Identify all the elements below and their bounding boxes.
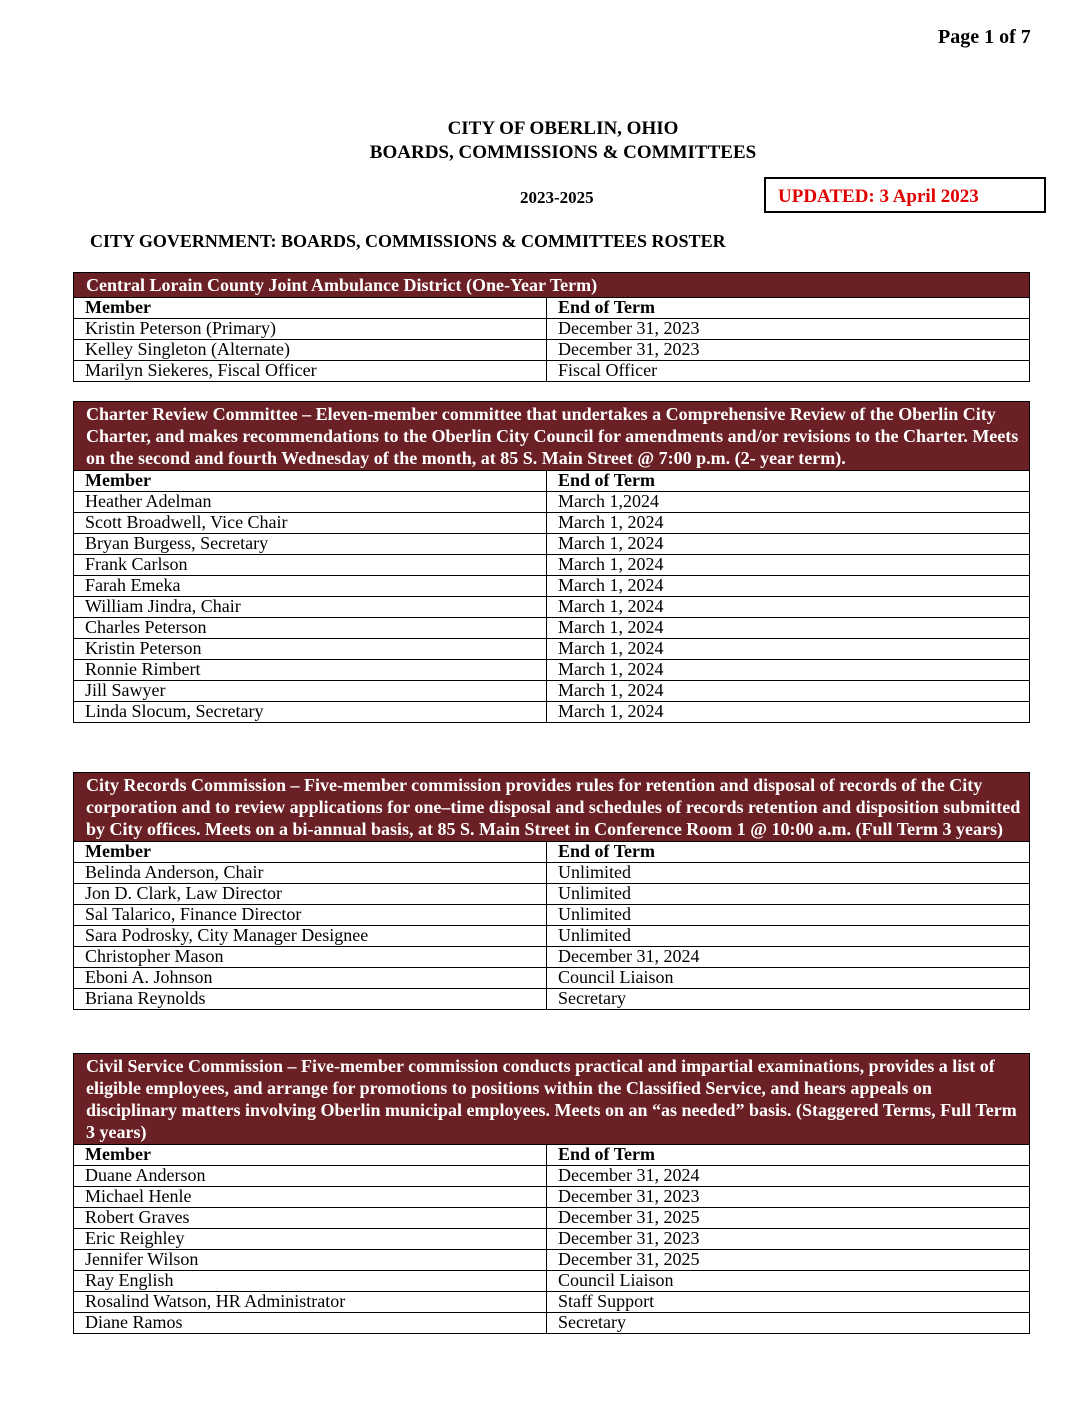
table-row — [74, 492, 1030, 513]
term-years: 2023-2025 — [520, 188, 594, 207]
member-name-cell: Farah Emeka — [74, 576, 547, 597]
member-name-cell: Kelley Singleton (Alternate) — [74, 340, 547, 361]
member-name-cell: Charles Peterson — [74, 618, 547, 639]
table-row — [74, 576, 1030, 597]
end-of-term-cell: December 31, 2025 — [547, 1208, 1030, 1229]
updated-notice: UPDATED: 3 April 2023 — [778, 186, 979, 207]
end-of-term-cell: Secretary — [547, 1313, 1030, 1334]
table-row — [74, 926, 1030, 947]
end-of-term-column-header: End of Term — [547, 298, 1030, 319]
end-of-term-cell: March 1, 2024 — [547, 513, 1030, 534]
table-heading: Central Lorain County Joint Ambulance District (One-Year Term) — [74, 273, 1030, 298]
end-of-term-cell: Staff Support — [547, 1292, 1030, 1313]
end-of-term-cell: December 31, 2024 — [547, 1166, 1030, 1187]
table-row — [74, 989, 1030, 1010]
end-of-term-cell: March 1, 2024 — [547, 702, 1030, 723]
table-row — [74, 905, 1030, 926]
table-row — [74, 968, 1030, 989]
roster-heading: CITY GOVERNMENT: BOARDS, COMMISSIONS & COMMITTEES ROSTER — [90, 231, 726, 251]
table-row — [74, 1292, 1030, 1313]
member-name-cell: Heather Adelman — [74, 492, 547, 513]
civil-service-commission-table — [73, 1053, 1030, 1334]
ambulance-district-table — [73, 272, 1030, 382]
end-of-term-column-header: End of Term — [547, 1145, 1030, 1166]
end-of-term-cell: March 1, 2024 — [547, 639, 1030, 660]
table-row — [74, 1250, 1030, 1271]
end-of-term-column-header: End of Term — [547, 471, 1030, 492]
member-column-header: Member — [74, 1145, 547, 1166]
end-of-term-cell: December 31, 2023 — [547, 319, 1030, 340]
end-of-term-cell: March 1, 2024 — [547, 555, 1030, 576]
document-subtitle: BOARDS, COMMISSIONS & COMMITTEES — [369, 142, 757, 163]
table-heading-row — [74, 1054, 1030, 1145]
updated-notice-box — [764, 177, 1046, 213]
column-header-row — [74, 298, 1030, 319]
table-row — [74, 340, 1030, 361]
member-name-cell: Scott Broadwell, Vice Chair — [74, 513, 547, 534]
end-of-term-cell: December 31, 2025 — [547, 1250, 1030, 1271]
member-name-cell: Robert Graves — [74, 1208, 547, 1229]
table-row — [74, 618, 1030, 639]
table-row — [74, 361, 1030, 382]
column-header-row — [74, 1145, 1030, 1166]
end-of-term-cell: Council Liaison — [547, 968, 1030, 989]
member-name-cell: Eboni A. Johnson — [74, 968, 547, 989]
member-name-cell: Frank Carlson — [74, 555, 547, 576]
member-name-cell: Michael Henle — [74, 1187, 547, 1208]
end-of-term-cell: Unlimited — [547, 863, 1030, 884]
column-header-row — [74, 471, 1030, 492]
table-row — [74, 681, 1030, 702]
member-name-cell: Jennifer Wilson — [74, 1250, 547, 1271]
table-heading: Charter Review Committee – Eleven-member committee that undertakes a Comprehensive Review of the Oberlin City Charter, and makes recommendations to the Oberlin City Council for amendments and/or revisions to the Charter. Meets on the second and fourth Wednesday of the month, at 85 S. Main Street @ 7:00 p.m. (2- year term). — [74, 402, 1030, 471]
member-column-header: Member — [74, 298, 547, 319]
member-name-cell: William Jindra, Chair — [74, 597, 547, 618]
table-row — [74, 1166, 1030, 1187]
member-name-cell: Ronnie Rimbert — [74, 660, 547, 681]
member-name-cell: Bryan Burgess, Secretary — [74, 534, 547, 555]
member-name-cell: Jill Sawyer — [74, 681, 547, 702]
table-row — [74, 947, 1030, 968]
member-name-cell: Duane Anderson — [74, 1166, 547, 1187]
member-name-cell: Sal Talarico, Finance Director — [74, 905, 547, 926]
table-row — [74, 863, 1030, 884]
end-of-term-cell: Unlimited — [547, 905, 1030, 926]
table-row — [74, 597, 1030, 618]
member-name-cell: Rosalind Watson, HR Administrator — [74, 1292, 547, 1313]
table-row — [74, 1313, 1030, 1334]
table-row — [74, 1229, 1030, 1250]
end-of-term-cell: March 1, 2024 — [547, 660, 1030, 681]
member-name-cell: Eric Reighley — [74, 1229, 547, 1250]
page-number: Page 1 of 7 — [938, 26, 1031, 48]
member-name-cell: Linda Slocum, Secretary — [74, 702, 547, 723]
member-column-header: Member — [74, 842, 547, 863]
end-of-term-cell: December 31, 2023 — [547, 1187, 1030, 1208]
member-name-cell: Marilyn Siekeres, Fiscal Officer — [74, 361, 547, 382]
table-heading-row — [74, 273, 1030, 298]
member-name-cell: Ray English — [74, 1271, 547, 1292]
member-name-cell: Diane Ramos — [74, 1313, 547, 1334]
end-of-term-cell: March 1, 2024 — [547, 534, 1030, 555]
end-of-term-cell: March 1, 2024 — [547, 576, 1030, 597]
table-row — [74, 884, 1030, 905]
table-row — [74, 555, 1030, 576]
end-of-term-cell: Unlimited — [547, 926, 1030, 947]
end-of-term-cell: Secretary — [547, 989, 1030, 1010]
document-title: CITY OF OBERLIN, OHIO — [447, 118, 679, 139]
end-of-term-cell: December 31, 2023 — [547, 340, 1030, 361]
end-of-term-cell: Unlimited — [547, 884, 1030, 905]
member-name-cell: Christopher Mason — [74, 947, 547, 968]
table-row — [74, 319, 1030, 340]
member-name-cell: Jon D. Clark, Law Director — [74, 884, 547, 905]
table-row — [74, 513, 1030, 534]
charter-review-committee-table — [73, 401, 1030, 723]
end-of-term-cell: March 1, 2024 — [547, 618, 1030, 639]
member-name-cell: Briana Reynolds — [74, 989, 547, 1010]
table-row — [74, 1208, 1030, 1229]
member-name-cell: Kristin Peterson — [74, 639, 547, 660]
end-of-term-cell: March 1,2024 — [547, 492, 1030, 513]
table-heading-row — [74, 773, 1030, 842]
end-of-term-cell: March 1, 2024 — [547, 681, 1030, 702]
table-row — [74, 660, 1030, 681]
table-row — [74, 534, 1030, 555]
table-row — [74, 639, 1030, 660]
end-of-term-cell: March 1, 2024 — [547, 597, 1030, 618]
table-row — [74, 1187, 1030, 1208]
end-of-term-cell: Council Liaison — [547, 1271, 1030, 1292]
end-of-term-cell: December 31, 2023 — [547, 1229, 1030, 1250]
end-of-term-cell: Fiscal Officer — [547, 361, 1030, 382]
member-column-header: Member — [74, 471, 547, 492]
table-row — [74, 1271, 1030, 1292]
end-of-term-column-header: End of Term — [547, 842, 1030, 863]
member-name-cell: Sara Podrosky, City Manager Designee — [74, 926, 547, 947]
table-heading-row — [74, 402, 1030, 471]
city-records-commission-table — [73, 772, 1030, 1010]
member-name-cell: Kristin Peterson (Primary) — [74, 319, 547, 340]
table-row — [74, 702, 1030, 723]
table-heading: Civil Service Commission – Five-member commission conducts practical and impartial examinations, provides a list of eligible employees, and arrange for promotions to positions within the Classified Service, and hears appeals on disciplinary matters involving Oberlin municipal employees. Meets on an “as needed” basis. (Staggered Terms, Full Term 3 years) — [74, 1054, 1030, 1145]
end-of-term-cell: December 31, 2024 — [547, 947, 1030, 968]
member-name-cell: Belinda Anderson, Chair — [74, 863, 547, 884]
column-header-row — [74, 842, 1030, 863]
table-heading: City Records Commission – Five-member commission provides rules for retention and disposal of records of the City corporation and to review applications for one–time disposal and schedules of records retention and disposition submitted by City offices. Meets on a bi-annual basis, at 85 S. Main Street in Conference Room 1 @ 10:00 a.m. (Full Term 3 years) — [74, 773, 1030, 842]
